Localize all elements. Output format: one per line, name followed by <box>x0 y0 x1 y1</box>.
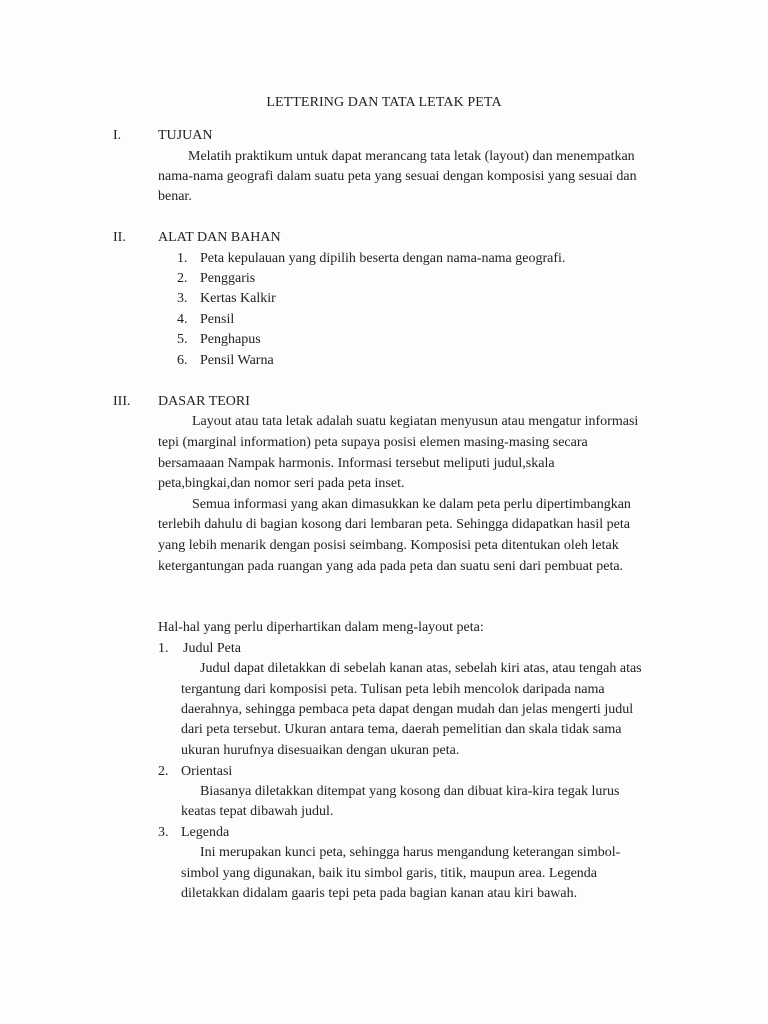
section-2-heading: ALAT DAN BAHAN <box>158 230 281 245</box>
section-1-heading: TUJUAN <box>158 128 213 143</box>
list-item-number: 2. <box>177 271 188 286</box>
hal-item-line: Biasanya diletakkan ditempat yang kosong dan dibuat kira-kira tegak lurus <box>200 784 620 799</box>
list-item-number: 1. <box>177 251 188 266</box>
list-item-text: Peta kepulauan yang dipilih beserta dengan nama-nama geografi. <box>200 251 566 266</box>
section-1-numeral: I. <box>113 128 122 143</box>
section-3-paragraph-line: ketergantungan pada ruangan yang ada pada peta dan suatu seni dari pembuat peta. <box>158 559 624 574</box>
section-3-paragraph-line: terlebih dahulu di bagian kosong dari lembaran peta. Sehingga didapatkan hasil peta <box>158 517 630 532</box>
hal-item-heading: Orientasi <box>181 764 233 779</box>
section-1-paragraph-line: benar. <box>158 189 192 204</box>
list-item-number: 6. <box>177 353 188 368</box>
hal-item-line: Judul dapat diletakkan di sebelah kanan atas, sebelah kiri atas, atau tengah atas <box>200 661 642 676</box>
hal-item-line: tergantung dari komposisi peta. Tulisan peta lebih mencolok daripada nama <box>181 682 605 697</box>
list-item-text: Kertas Kalkir <box>200 291 276 306</box>
hal-item-line: dari peta tersebut. Ukuran antara tema, daerah pemelitian dan skala tidak sama <box>181 722 622 737</box>
hal-item-number: 3. <box>158 825 169 840</box>
section-3-paragraph-line: yang lebih menarik dengan posisi seimbang. Komposisi peta ditentukan oleh letak <box>158 538 619 553</box>
hal-item-number: 2. <box>158 764 169 779</box>
section-3-paragraph-line: Layout atau tata letak adalah suatu kegiatan menyusun atau mengatur informasi <box>192 414 639 429</box>
section-3-heading: DASAR TEORI <box>158 394 250 409</box>
section-1-paragraph-line: nama-nama geografi dalam suatu peta yang sesuai dengan komposisi yang sesuai dan <box>158 169 637 184</box>
hal-item-line: Ini merupakan kunci peta, sehingga harus mengandung keterangan simbol- <box>200 845 621 860</box>
hal-item-line: ukuran hurufnya disesuaikan dengan ukuran peta. <box>181 743 460 758</box>
hal-item-line: daerahnya, sehingga pembaca peta dapat dengan mudah dan jelas mengerti judul <box>181 702 634 717</box>
hal-item-line: diletakkan didalam gaaris tepi peta pada bagian kanan atau kiri bawah. <box>181 886 578 901</box>
hal-item-heading: Legenda <box>181 825 230 840</box>
document-title: LETTERING DAN TATA LETAK PETA <box>266 95 502 110</box>
list-item-number: 4. <box>177 312 188 327</box>
list-item-text: Penghapus <box>200 332 261 347</box>
section-1-paragraph-line: Melatih praktikum untuk dapat merancang tata letak (layout) dan menempatkan <box>188 149 635 164</box>
hal-item-line: keatas tepat dibawah judul. <box>181 804 334 819</box>
hal-item-number: 1. <box>158 641 169 656</box>
list-item-text: Pensil Warna <box>200 353 274 368</box>
list-item-number: 5. <box>177 332 188 347</box>
list-item-text: Penggaris <box>200 271 256 286</box>
section-3-paragraph-line: Semua informasi yang akan dimasukkan ke dalam peta perlu dipertimbangkan <box>192 497 631 512</box>
section-3-paragraph-line: peta,bingkai,dan nomor seri pada peta inset. <box>158 476 405 491</box>
section-3-paragraph-line: tepi (marginal information) peta supaya posisi elemen masing-masing secara <box>158 435 588 450</box>
hal-item-heading: Judul Peta <box>183 641 241 656</box>
hal-intro: Hal-hal yang perlu diperhartikan dalam meng-layout peta: <box>158 620 484 635</box>
hal-item-line: simbol yang digunakan, baik itu simbol garis, titik, maupun area. Legenda <box>181 866 598 881</box>
section-3-numeral: III. <box>113 394 131 409</box>
list-item-number: 3. <box>177 291 188 306</box>
section-2-numeral: II. <box>113 230 126 245</box>
list-item-text: Pensil <box>200 312 235 327</box>
section-3-paragraph-line: bersamaaan Nampak harmonis. Informasi tersebut meliputi judul,skala <box>158 456 555 471</box>
